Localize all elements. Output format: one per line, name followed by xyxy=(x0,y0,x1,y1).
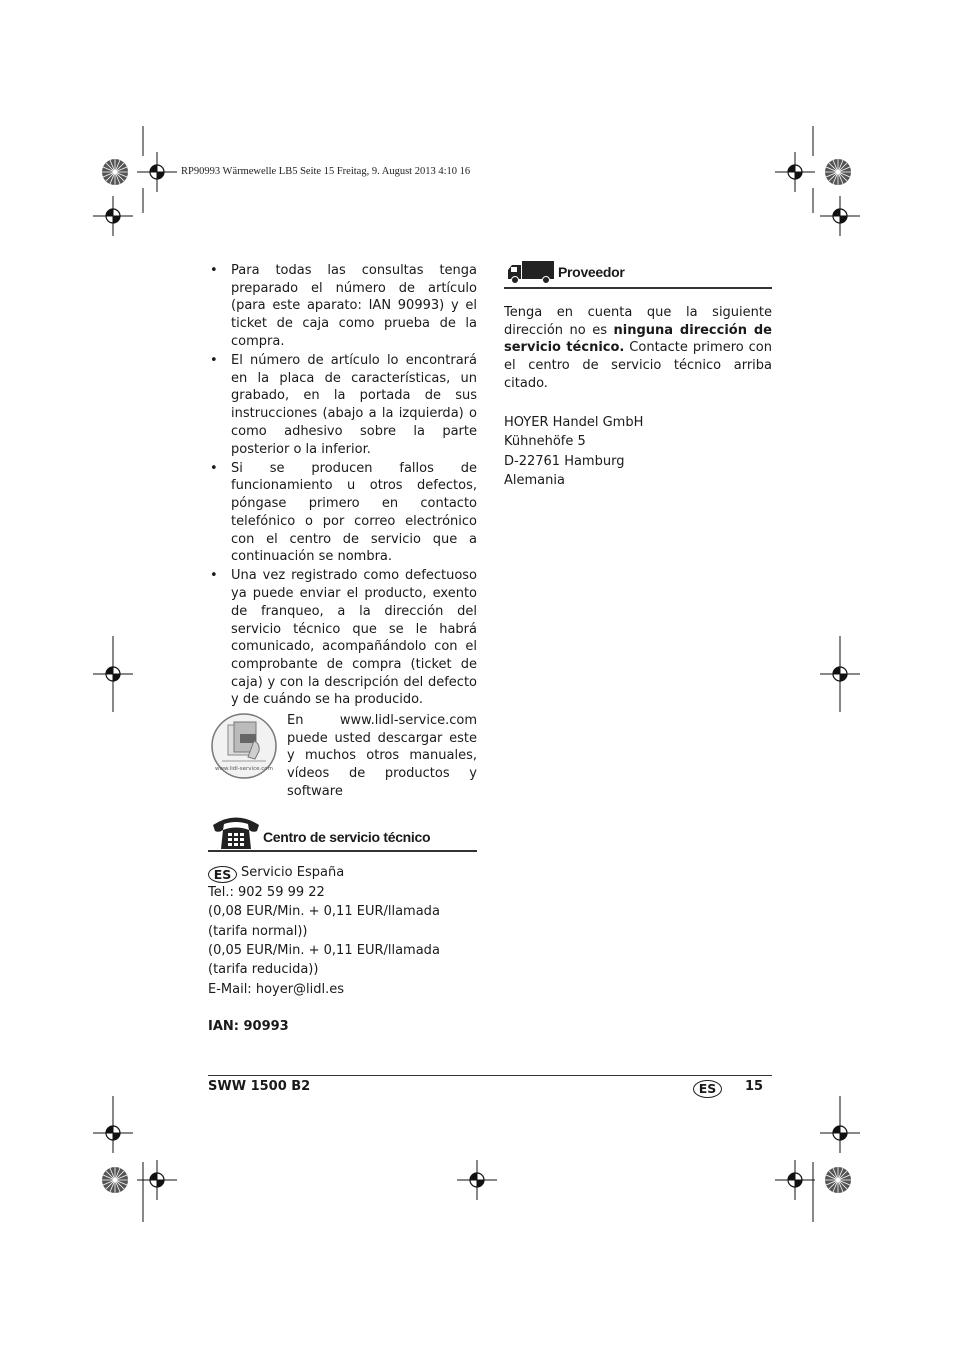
list-item: • Una vez registrado como defectuoso ya puede enviar el producto, exento de franqueo, a la dirección del servicio técnico que se le habrá comunicado, acompañándolo con el comprobante de compra (ticket de caja) y con la descripción del defecto y de cuándo se ha producido. xyxy=(208,567,477,709)
footer-rule xyxy=(208,1075,772,1076)
telephone-icon xyxy=(211,812,261,852)
service-contact xyxy=(208,863,477,999)
right-column xyxy=(504,262,772,491)
address-line: D-22761 Hamburg xyxy=(504,453,625,469)
service-country-line xyxy=(208,863,477,883)
address-line: Alemania xyxy=(504,473,565,489)
page-number: 15 xyxy=(745,1079,764,1094)
rate-reduced-line-2: (tarifa reducida)) xyxy=(208,962,319,978)
service-center-title: Centro de servicio técnico xyxy=(263,829,431,846)
supplier-note-text-2: Contacte primero con el centro de servicio técnico arriba citado. xyxy=(504,340,772,391)
list-item: • Si se producen fallos de funcionamiento u otros defectos, póngase primero en contacto telefónico o por correo electrónico con el centro de servicio que a continuación se nombra. xyxy=(208,460,477,566)
supplier-heading xyxy=(504,262,772,304)
rate-normal-line-2: (tarifa normal)) xyxy=(208,923,308,939)
es-country-badge: ES xyxy=(208,866,237,883)
left-column xyxy=(208,262,477,1036)
web-download-text: En www.lidl-service.com puede usted descargar este y muchos otros manuales, vídeos de productos y software xyxy=(287,713,477,799)
lidl-service-website-icon xyxy=(210,713,278,779)
truck-icon xyxy=(506,259,556,285)
service-center-heading xyxy=(208,812,477,860)
rate-reduced-line-1: (0,05 EUR/Min. + 0,11 EUR/llamada xyxy=(208,942,440,958)
heading-rule xyxy=(208,850,477,852)
web-icon-caption: www.lidl-service.com xyxy=(215,766,273,773)
telephone-number: Tel.: 902 59 99 22 xyxy=(208,885,325,901)
supplier-note xyxy=(504,304,772,393)
address-line: Kühnehöfe 5 xyxy=(504,434,586,450)
address-line: HOYER Handel GmbH xyxy=(504,414,644,430)
list-item: • El número de artículo lo encontrará en la placa de características, un grabado, en la portada de sus instrucciones (abajo a la izquierda) o como adhesivo sobre la parte posterior o la inferior. xyxy=(208,352,477,458)
print-slug: RP90993 Wärmewelle LB5 Seite 15 Freitag, 9. August 2013 4:10 16 xyxy=(181,166,471,177)
heading-rule xyxy=(504,287,772,289)
supplier-address xyxy=(504,413,772,491)
footer-model-number: SWW 1500 B2 xyxy=(208,1079,311,1094)
rate-normal-line-1: (0,08 EUR/Min. + 0,11 EUR/llamada xyxy=(208,904,440,920)
web-download-note xyxy=(208,712,477,799)
list-item: • Para todas las consultas tenga preparado el número de artículo (para este aparato: IAN 90993) y el ticket de caja como prueba de la compra. xyxy=(208,262,477,351)
supplier-note-text: Tenga en cuenta que la siguiente dirección no es xyxy=(504,305,772,338)
service-country: Servicio España xyxy=(241,865,345,881)
footer-language-badge: ES xyxy=(693,1080,722,1098)
ian-number: IAN: 90993 xyxy=(208,1018,289,1034)
email-address: E-Mail: hoyer@lidl.es xyxy=(208,981,345,997)
supplier-note-emphasis: ninguna dirección de servicio técnico. xyxy=(504,322,772,356)
instructions-list xyxy=(208,262,477,709)
supplier-title: Proveedor xyxy=(558,264,625,280)
